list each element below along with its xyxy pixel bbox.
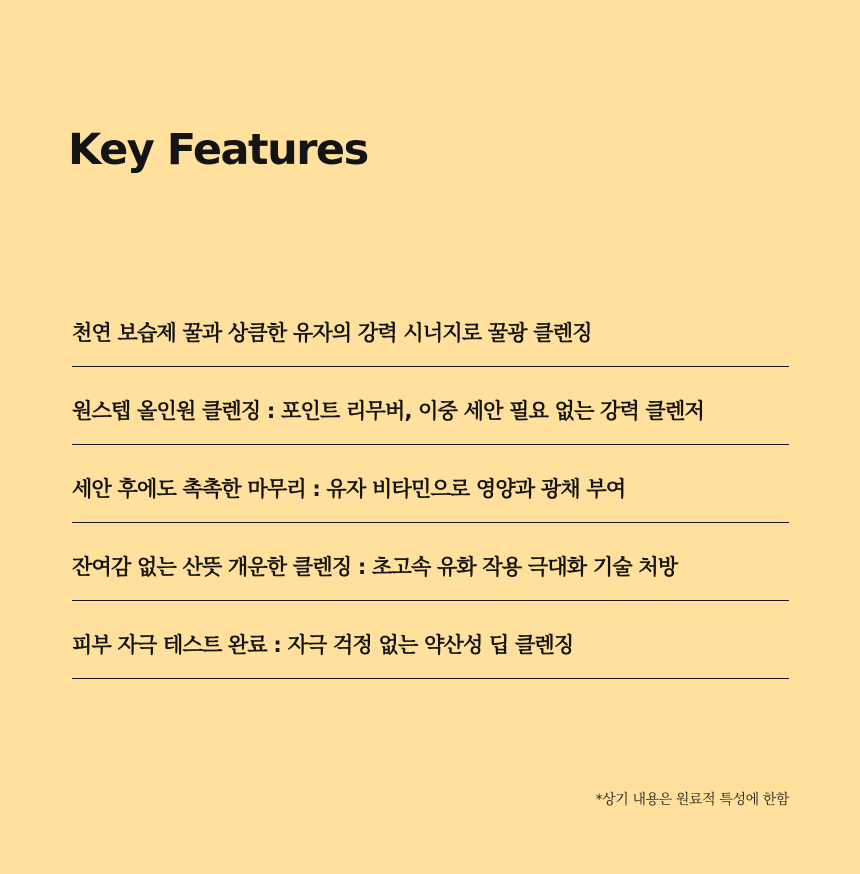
feature-item-3 [72,446,789,523]
feature-list [72,290,789,679]
feature-item-5 [72,602,789,679]
footnote: *상기 내용은 원료적 특성에 한함 [595,792,789,808]
feature-text: 원스텝 올인원 클렌징 : 포인트 리무버, 이중 세안 필요 없는 강력 클렌저 [72,399,705,423]
feature-item-4 [72,524,789,601]
feature-text: 피부 자극 테스트 완료 : 자극 걱정 없는 약산성 딥 클렌징 [72,633,574,657]
page-title: Key Features [68,125,368,175]
feature-text: 세안 후에도 촉촉한 마무리 : 유자 비타민으로 영양과 광채 부여 [72,477,626,501]
feature-text: 잔여감 없는 산뜻 개운한 클렌징 : 초고속 유화 작용 극대화 기술 처방 [72,555,678,579]
feature-item-1 [72,290,789,367]
feature-text: 천연 보습제 꿀과 상큼한 유자의 강력 시너지로 꿀광 클렌징 [72,321,592,345]
feature-item-2 [72,368,789,445]
